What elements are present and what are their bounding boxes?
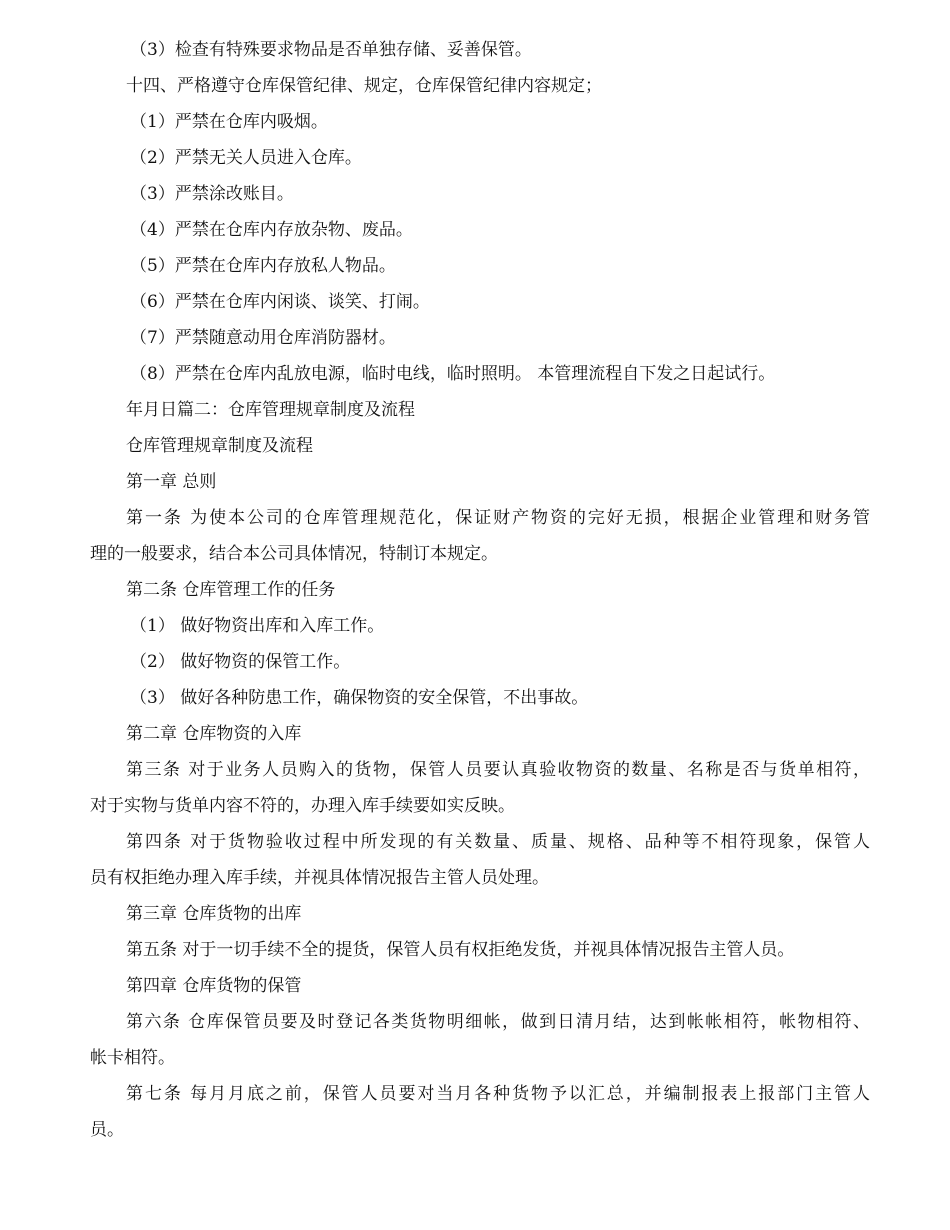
paragraph-line: 第六条 仓库保管员要及时登记各类货物明细帐，做到日清月结，达到帐帐相符，帐物相符、 — [126, 1012, 870, 1032]
paragraph-line: 第三条 对于业务人员购入的货物，保管人员要认真验收物资的数量、名称是否与货单相符， — [126, 760, 870, 780]
paragraph-line: 理的一般要求，结合本公司具体情况，特制订本规定。 — [90, 544, 498, 564]
paragraph-line: 第五条 对于一切手续不全的提货，保管人员有权拒绝发货，并视具体情况报告主管人员。 — [126, 940, 795, 960]
chapter-heading: 第四章 仓库货物的保管 — [126, 976, 302, 996]
paragraph-line: 第七条 每月月底之前，保管人员要对当月各种货物予以汇总，并编制报表上报部门主管人 — [126, 1084, 870, 1104]
list-item: （4）严禁在仓库内存放杂物、废品。 — [130, 220, 413, 240]
paragraph-line: 员。 — [90, 1120, 124, 1140]
paragraph-line: 第四条 对于货物验收过程中所发现的有关数量、质量、规格、品种等不相符现象，保管人 — [126, 832, 870, 852]
list-item: （3）检查有特殊要求物品是否单独存储、妥善保管。 — [130, 40, 532, 60]
chapter-heading: 第二章 仓库物资的入库 — [126, 724, 302, 744]
list-item: （7）严禁随意动用仓库消防器材。 — [130, 328, 396, 348]
list-item: （2） 做好物资的保管工作。 — [130, 652, 351, 672]
list-item: （6）严禁在仓库内闲谈、谈笑、打闹。 — [130, 292, 430, 312]
list-item: （2）严禁无关人员进入仓库。 — [130, 148, 362, 168]
list-item: （3）严禁涂改账目。 — [130, 184, 294, 204]
list-item: （1） 做好物资出库和入库工作。 — [130, 616, 385, 636]
document-page — [90, 32, 870, 1148]
paragraph-line: 帐卡相符。 — [90, 1048, 175, 1068]
article-heading: 第二条 仓库管理工作的任务 — [126, 580, 336, 600]
list-item: （5）严禁在仓库内存放私人物品。 — [130, 256, 396, 276]
chapter-heading: 第三章 仓库货物的出库 — [126, 904, 302, 924]
paragraph-line: 对于实物与货单内容不符的，办理入库手续要如实反映。 — [90, 796, 515, 816]
document-title: 仓库管理规章制度及流程 — [126, 436, 313, 456]
paragraph-line: 员有权拒绝办理入库手续，并视具体情况报告主管人员处理。 — [90, 868, 549, 888]
list-item: （8）严禁在仓库内乱放电源，临时电线，临时照明。 本管理流程自下发之日起试行。 — [130, 364, 776, 384]
chapter-heading: 第一章 总则 — [126, 472, 217, 492]
paragraph-line: 第一条 为使本公司的仓库管理规范化，保证财产物资的完好无损，根据企业管理和财务管 — [126, 508, 870, 528]
list-item: （3） 做好各种防患工作，确保物资的安全保管，不出事故。 — [130, 688, 589, 708]
article-title-line: 年月日篇二：仓库管理规章制度及流程 — [126, 400, 415, 420]
list-item: （1）严禁在仓库内吸烟。 — [130, 112, 328, 132]
section-heading: 十四、严格遵守仓库保管纪律、规定，仓库保管纪律内容规定； — [126, 76, 602, 96]
